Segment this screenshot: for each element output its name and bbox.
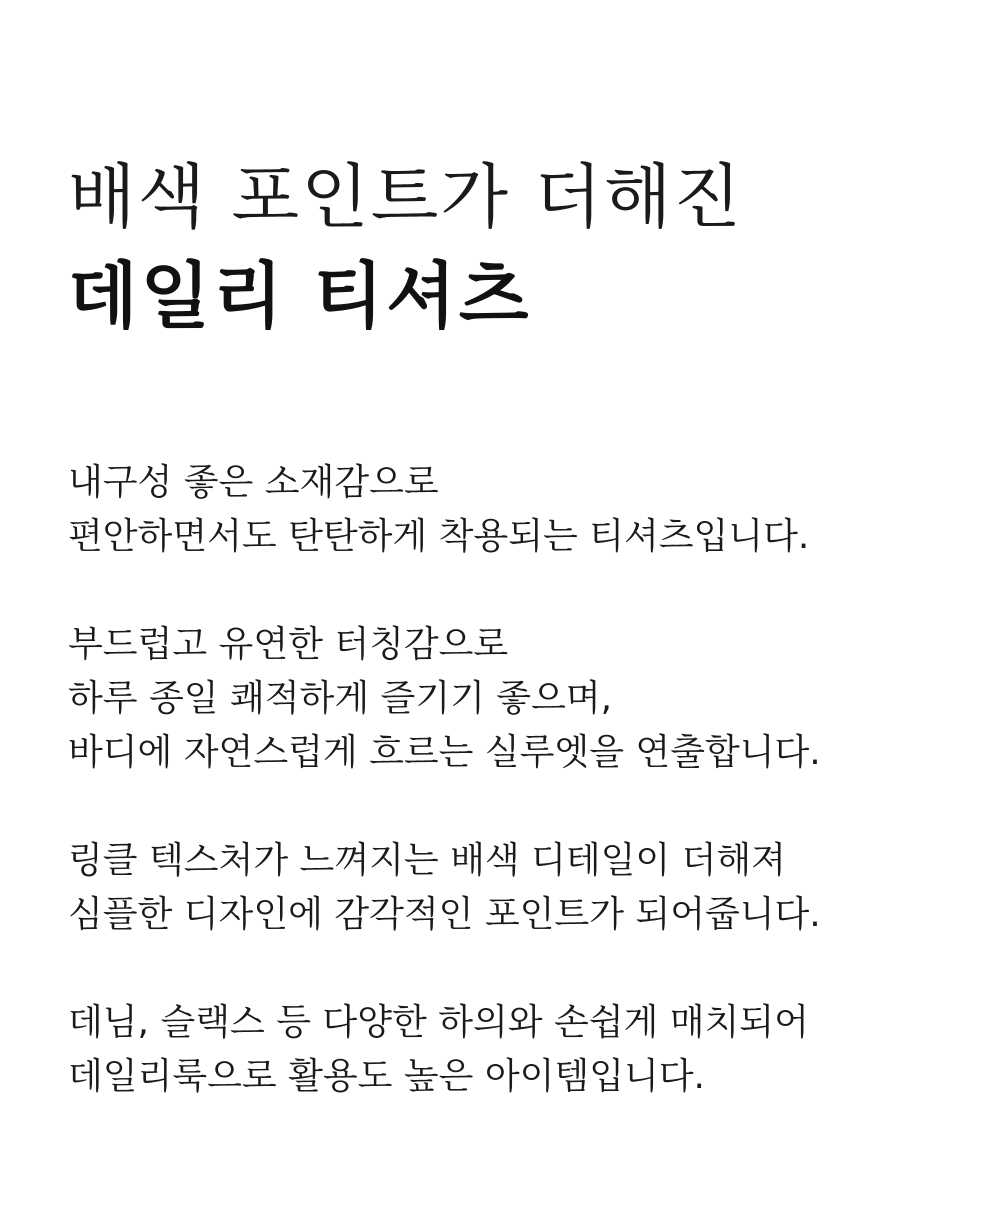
paragraph-material [68,456,1000,564]
heading-line-1: 배색 포인트가 더해진 [68,156,744,238]
paragraph-styling [68,996,1000,1104]
paragraph-line: 부드럽고 유연한 터칭감으로 [68,624,509,665]
paragraph-line: 편안하면서도 탄탄하게 착용되는 티셔츠입니다. [68,516,810,557]
paragraph-line: 데님, 슬랙스 등 다양한 하의와 손쉽게 매치되어 [68,1002,809,1043]
paragraph-line: 심플한 디자인에 감각적인 포인트가 되어줍니다. [68,894,821,935]
description-body [68,456,1000,1104]
paragraph-line: 바디에 자연스럽게 흐르는 실루엣을 연출합니다. [68,732,821,773]
paragraph-detail [68,834,1000,942]
paragraph-line: 데일리룩으로 활용도 높은 아이템입니다. [68,1056,705,1097]
paragraph-line: 링클 텍스처가 느껴지는 배색 디테일이 더해져 [68,840,786,881]
paragraph-comfort [68,618,1000,780]
paragraph-line: 내구성 좋은 소재감으로 [68,462,439,503]
heading [68,148,1000,346]
heading-line-2: 데일리 티셔츠 [68,253,532,338]
paragraph-line: 하루 종일 쾌적하게 즐기기 좋으며, [68,678,613,719]
